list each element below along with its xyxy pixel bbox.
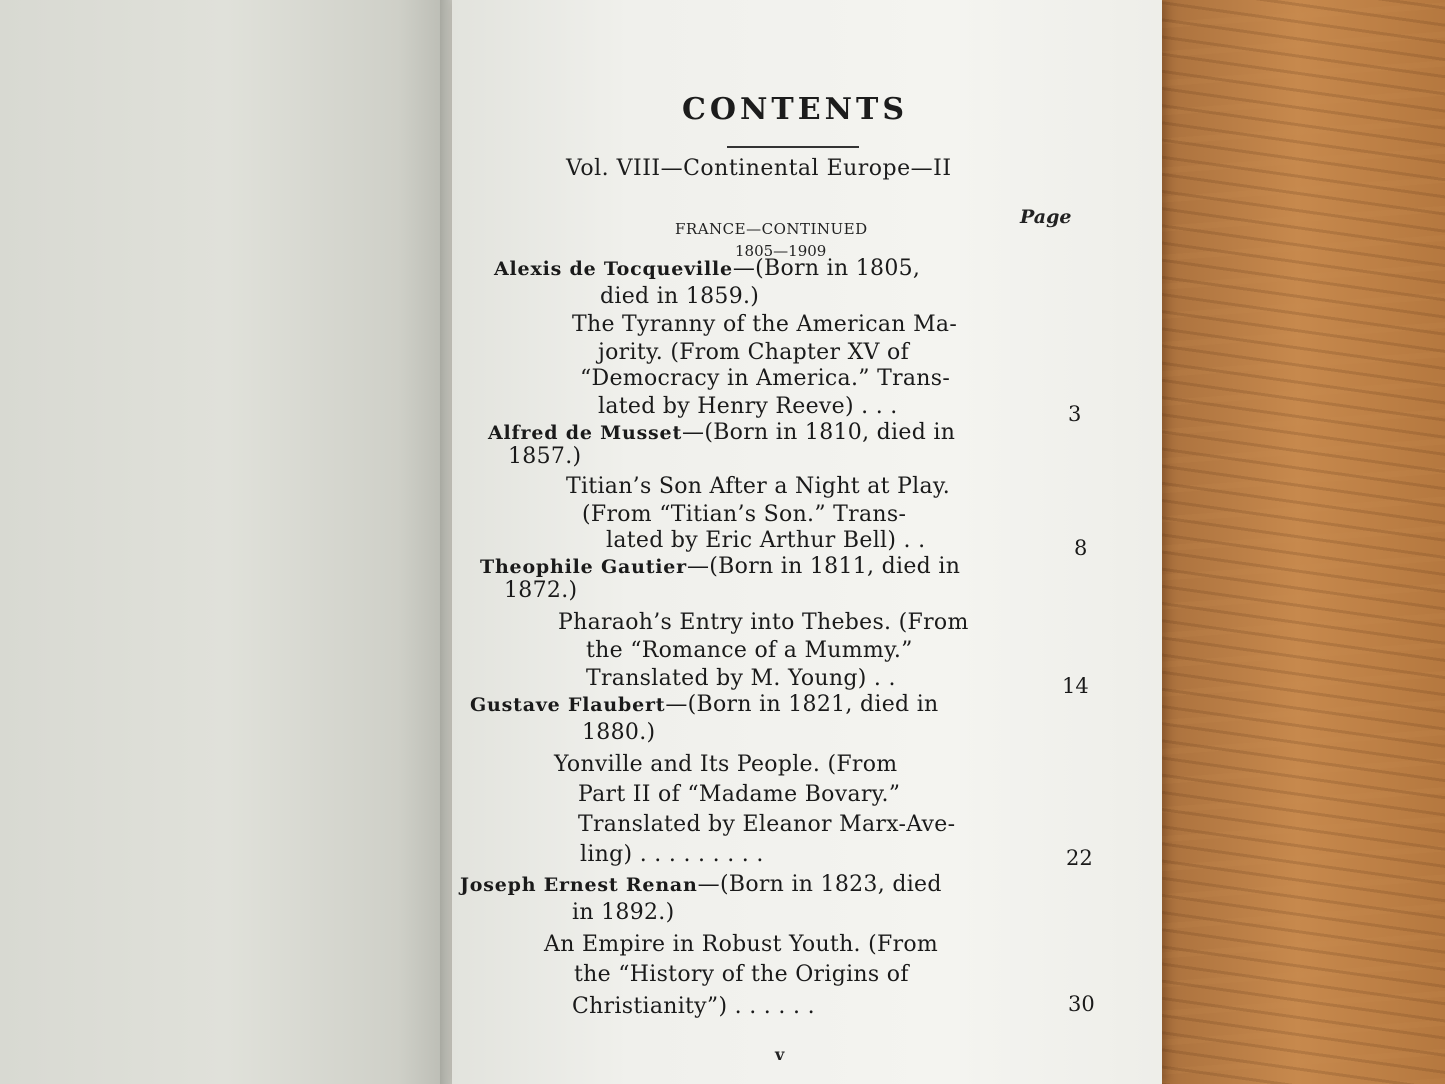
toc-work-line: An Empire in Robust Youth. (From — [544, 932, 939, 957]
author-dates: —(Born in 1811, died in — [687, 554, 961, 579]
toc-work-line: Translated by M. Young) . . — [586, 666, 896, 691]
toc-author-line — [494, 256, 920, 281]
toc-work-line: the “History of the Origins of — [574, 962, 909, 987]
contents-heading: CONTENTS — [682, 92, 909, 127]
toc-work-line: Pharaoh’s Entry into Thebes. (From — [558, 610, 969, 635]
author-name: Gustave Flaubert — [470, 694, 666, 716]
toc-author-line-2: 1872.) — [504, 578, 578, 603]
toc-work-line: The Tyranny of the American Ma- — [572, 312, 958, 337]
toc-work-line: Yonville and Its People. (From — [554, 752, 898, 777]
section-years: 1805—1909 — [735, 242, 827, 260]
toc-work-line: jority. (From Chapter XV of — [598, 340, 910, 365]
author-name: Alfred de Musset — [488, 422, 683, 444]
toc-page-number: 14 — [1062, 674, 1089, 698]
toc-work-line: Christianity”) . . . . . . — [572, 994, 815, 1019]
toc-author-line — [470, 692, 939, 717]
section-title: FRANCE—CONTINUED — [675, 220, 868, 238]
page-column-label: Page — [1020, 206, 1072, 228]
toc-page-number: 3 — [1068, 402, 1082, 426]
toc-author-line-2: died in 1859.) — [600, 284, 760, 309]
volume-title: Vol. VIII—Continental Europe—II — [566, 156, 952, 181]
toc-work-line: lated by Eric Arthur Bell) . . — [606, 528, 926, 553]
toc-work-line: “Democracy in America.” Trans- — [580, 366, 951, 391]
author-name: Joseph Ernest Renan — [460, 874, 698, 896]
wooden-table-surface — [1150, 0, 1445, 1084]
toc-author-line — [488, 420, 955, 445]
author-name: Alexis de Tocqueville — [494, 258, 733, 280]
author-dates: —(Born in 1805, — [732, 256, 921, 281]
toc-work-line: Translated by Eleanor Marx-Ave- — [578, 812, 956, 837]
toc-page-number: 8 — [1074, 536, 1088, 560]
author-dates: —(Born in 1823, died — [697, 872, 942, 897]
toc-work-line: Titian’s Son After a Night at Play. — [566, 474, 951, 499]
toc-work-line: ling) . . . . . . . . . — [580, 842, 764, 867]
toc-work-line: lated by Henry Reeve) . . . — [598, 394, 898, 419]
heading-rule — [727, 146, 859, 148]
toc-work-line: (From “Titian’s Son.” Trans- — [582, 502, 907, 527]
author-dates: —(Born in 1821, died in — [665, 692, 939, 717]
page-folio: v — [775, 1045, 785, 1064]
toc-author-line — [460, 872, 942, 897]
author-name: Theophile Gautier — [480, 556, 687, 578]
toc-work-line: the “Romance of a Mummy.” — [586, 638, 913, 663]
toc-author-line-2: 1880.) — [582, 720, 656, 745]
toc-author-line — [480, 554, 960, 579]
toc-work-line: Part II of “Madame Bovary.” — [578, 782, 901, 807]
toc-page-number: 22 — [1066, 846, 1093, 870]
toc-author-line-2: 1857.) — [508, 444, 582, 469]
left-book-page — [0, 0, 452, 1084]
author-dates: —(Born in 1810, died in — [682, 420, 956, 445]
toc-page-number: 30 — [1068, 992, 1095, 1016]
toc-author-line-2: in 1892.) — [572, 900, 675, 925]
